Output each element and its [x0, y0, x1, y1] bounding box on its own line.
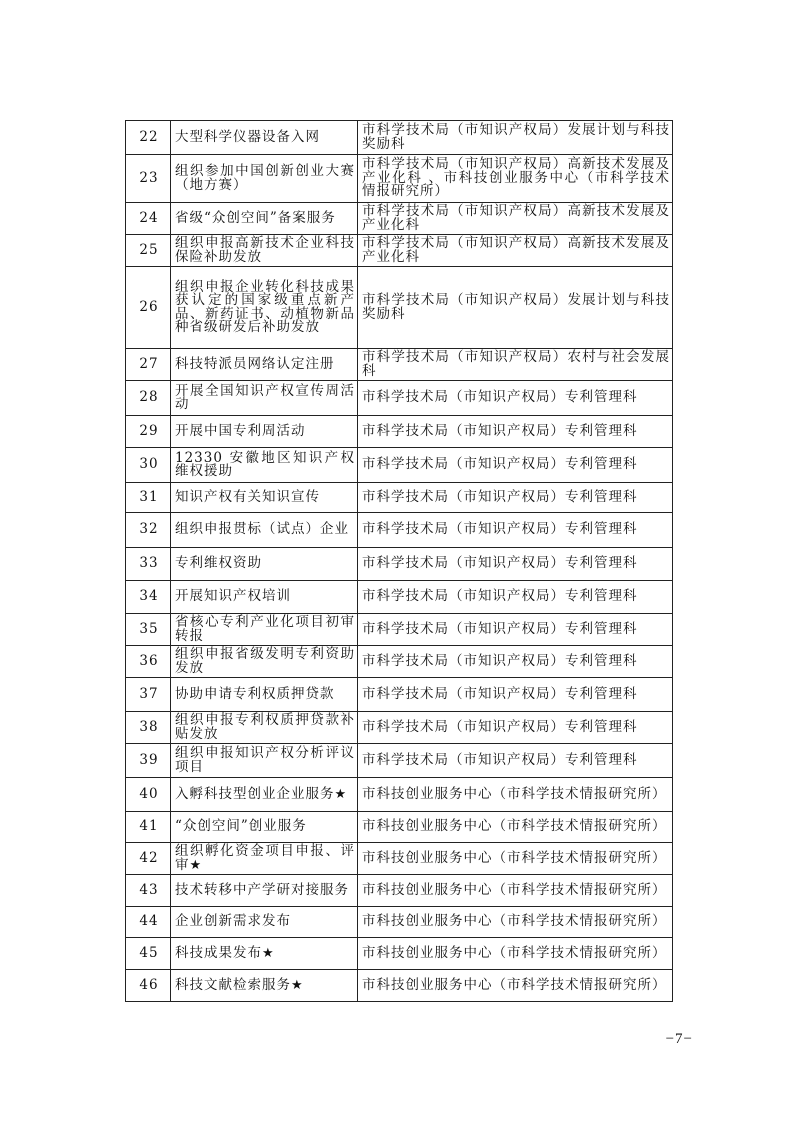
table-row — [126, 267, 673, 349]
service-name — [171, 970, 358, 1002]
responsible-department: 市科学技术局（市知识产权局）高新技术发展及产业化科 — [358, 235, 673, 267]
service-name — [171, 448, 358, 483]
responsible-department: 市科学技术局（市知识产权局）专利管理科 — [358, 712, 673, 744]
responsible-department: 市科学技术局（市知识产权局）专利管理科 — [358, 678, 673, 712]
service-name-text: 组织孵化资金项目申报、评审 — [175, 843, 355, 873]
row-number: 23 — [126, 155, 171, 203]
responsible-department: 市科学技术局（市知识产权局）专利管理科 — [358, 513, 673, 548]
row-number: 37 — [126, 678, 171, 712]
responsible-department: 市科学技术局（市知识产权局）专利管理科 — [358, 646, 673, 678]
table-row — [126, 416, 673, 448]
responsible-department: 市科技创业服务中心（市科学技术情报研究所） — [358, 875, 673, 907]
responsible-department: 市科技创业服务中心（市科学技术情报研究所） — [358, 843, 673, 875]
responsible-department: 市科学技术局（市知识产权局）专利管理科 — [358, 416, 673, 448]
row-number: 27 — [126, 349, 171, 381]
table-row — [126, 581, 673, 614]
responsible-department: 市科学技术局（市知识产权局）农村与社会发展科 — [358, 349, 673, 381]
table-row — [126, 970, 673, 1002]
row-number: 32 — [126, 513, 171, 548]
service-name-text: 开展全国知识产权宣传周活动 — [175, 382, 355, 412]
responsible-department: 市科学技术局（市知识产权局）高新技术发展及产业化科 、市科技创业服务中心（市科学技术情报研究所） — [358, 155, 673, 203]
row-number: 43 — [126, 875, 171, 907]
table-row — [126, 907, 673, 938]
row-number: 24 — [126, 203, 171, 235]
service-name — [171, 778, 358, 812]
row-number: 34 — [126, 581, 171, 614]
service-name-text: 组织申报知识产权分析评议项目 — [175, 745, 355, 775]
service-name — [171, 416, 358, 448]
service-name — [171, 267, 358, 349]
service-name — [171, 712, 358, 744]
service-name-text: “众创空间”创业服务 — [175, 818, 307, 835]
service-name-text: 专利维权资助 — [175, 555, 262, 572]
table-row — [126, 875, 673, 907]
responsible-department: 市科学技术局（市知识产权局）专利管理科 — [358, 581, 673, 614]
service-name-text: 组织申报贯标（试点）企业 — [175, 521, 349, 538]
service-name-text: 入孵科技型创业企业服务 — [175, 785, 335, 802]
service-name-text: 省核心专利产业化项目初审转报 — [175, 614, 355, 644]
service-name — [171, 349, 358, 381]
row-number: 38 — [126, 712, 171, 744]
responsible-department: 市科技创业服务中心（市科学技术情报研究所） — [358, 812, 673, 843]
star-icon: ★ — [334, 786, 348, 802]
table-row — [126, 381, 673, 416]
service-table — [125, 120, 673, 1002]
service-name-text: 企业创新需求发布 — [175, 913, 291, 930]
row-number: 30 — [126, 448, 171, 483]
table-row — [126, 349, 673, 381]
responsible-department: 市科技创业服务中心（市科学技术情报研究所） — [358, 938, 673, 970]
table-row — [126, 448, 673, 483]
service-name — [171, 614, 358, 646]
service-name — [171, 678, 358, 712]
responsible-department: 市科学技术局（市知识产权局）发展计划与科技奖励科 — [358, 267, 673, 349]
service-name — [171, 938, 358, 970]
service-name — [171, 121, 358, 155]
service-name-text: 组织申报高新技术企业科技保险补助发放 — [175, 235, 355, 265]
row-number: 46 — [126, 970, 171, 1002]
row-number: 26 — [126, 267, 171, 349]
service-name — [171, 513, 358, 548]
service-name — [171, 843, 358, 875]
responsible-department: 市科学技术局（市知识产权局）高新技术发展及产业化科 — [358, 203, 673, 235]
responsible-department: 市科学技术局（市知识产权局）专利管理科 — [358, 483, 673, 513]
service-name-text: 开展中国专利周活动 — [175, 422, 306, 439]
service-name-text: 组织申报企业转化科技成果获认定的国家级重点新产品、新药证书、动植物新品种省级研发后补助发放 — [175, 278, 355, 335]
service-name — [171, 875, 358, 907]
service-name-text: 组织申报省级发明专利资助发放 — [175, 646, 355, 676]
table-row — [126, 646, 673, 678]
service-name — [171, 203, 358, 235]
responsible-department: 市科学技术局（市知识产权局）专利管理科 — [358, 448, 673, 483]
row-number: 40 — [126, 778, 171, 812]
table-row — [126, 203, 673, 235]
responsible-department: 市科学技术局（市知识产权局）专利管理科 — [358, 614, 673, 646]
table-row — [126, 744, 673, 778]
row-number: 39 — [126, 744, 171, 778]
responsible-department: 市科技创业服务中心（市科学技术情报研究所） — [358, 907, 673, 938]
responsible-department: 市科学技术局（市知识产权局）专利管理科 — [358, 744, 673, 778]
service-name — [171, 744, 358, 778]
service-name-text: 知识产权有关知识宣传 — [175, 488, 320, 505]
service-name — [171, 381, 358, 416]
page-number: −7− — [665, 1031, 693, 1047]
responsible-department: 市科技创业服务中心（市科学技术情报研究所） — [358, 778, 673, 812]
responsible-department: 市科学技术局（市知识产权局）专利管理科 — [358, 381, 673, 416]
row-number: 45 — [126, 938, 171, 970]
row-number: 28 — [126, 381, 171, 416]
service-name-text: 12330 安徽地区知识产权维权援助 — [175, 449, 355, 479]
row-number: 29 — [126, 416, 171, 448]
table-row — [126, 812, 673, 843]
service-name-text: 科技成果发布 — [175, 944, 262, 961]
responsible-department: 市科技创业服务中心（市科学技术情报研究所） — [358, 970, 673, 1002]
table-row — [126, 235, 673, 267]
table-row — [126, 614, 673, 646]
service-name — [171, 907, 358, 938]
service-name-text: 组织申报专利权质押贷款补贴发放 — [175, 712, 355, 742]
table-row — [126, 513, 673, 548]
service-name — [171, 235, 358, 267]
star-icon: ★ — [262, 945, 275, 961]
service-name-text: 开展知识产权培训 — [175, 588, 291, 605]
table-row — [126, 483, 673, 513]
table-row — [126, 548, 673, 581]
table-row — [126, 843, 673, 875]
row-number: 42 — [126, 843, 171, 875]
service-name-text: 组织参加中国创新创业大赛（地方赛） — [175, 163, 355, 193]
service-name — [171, 483, 358, 513]
responsible-department: 市科学技术局（市知识产权局）发展计划与科技奖励科 — [358, 121, 673, 155]
service-name-text: 科技特派员网络认定注册 — [175, 355, 335, 372]
row-number: 31 — [126, 483, 171, 513]
row-number: 41 — [126, 812, 171, 843]
service-name-text: 科技文献检索服务 — [175, 976, 291, 993]
table-row — [126, 712, 673, 744]
service-name-text: 协助申请专利权质押贷款 — [175, 685, 335, 702]
service-name — [171, 155, 358, 203]
table-row — [126, 678, 673, 712]
service-name-text: 大型科学仪器设备入网 — [175, 128, 320, 145]
service-name — [171, 646, 358, 678]
service-name — [171, 581, 358, 614]
table-body — [126, 121, 673, 1002]
table-row — [126, 121, 673, 155]
row-number: 36 — [126, 646, 171, 678]
row-number: 35 — [126, 614, 171, 646]
row-number: 44 — [126, 907, 171, 938]
service-name-text: 技术转移中产学研对接服务 — [175, 881, 349, 898]
row-number: 33 — [126, 548, 171, 581]
service-name-text: 省级“众创空间”备案服务 — [175, 209, 336, 226]
star-icon: ★ — [189, 857, 203, 873]
table-row — [126, 155, 673, 203]
row-number: 25 — [126, 235, 171, 267]
table-row — [126, 938, 673, 970]
table-row — [126, 778, 673, 812]
star-icon: ★ — [291, 977, 304, 993]
service-name — [171, 812, 358, 843]
row-number: 22 — [126, 121, 171, 155]
service-name — [171, 548, 358, 581]
responsible-department: 市科学技术局（市知识产权局）专利管理科 — [358, 548, 673, 581]
